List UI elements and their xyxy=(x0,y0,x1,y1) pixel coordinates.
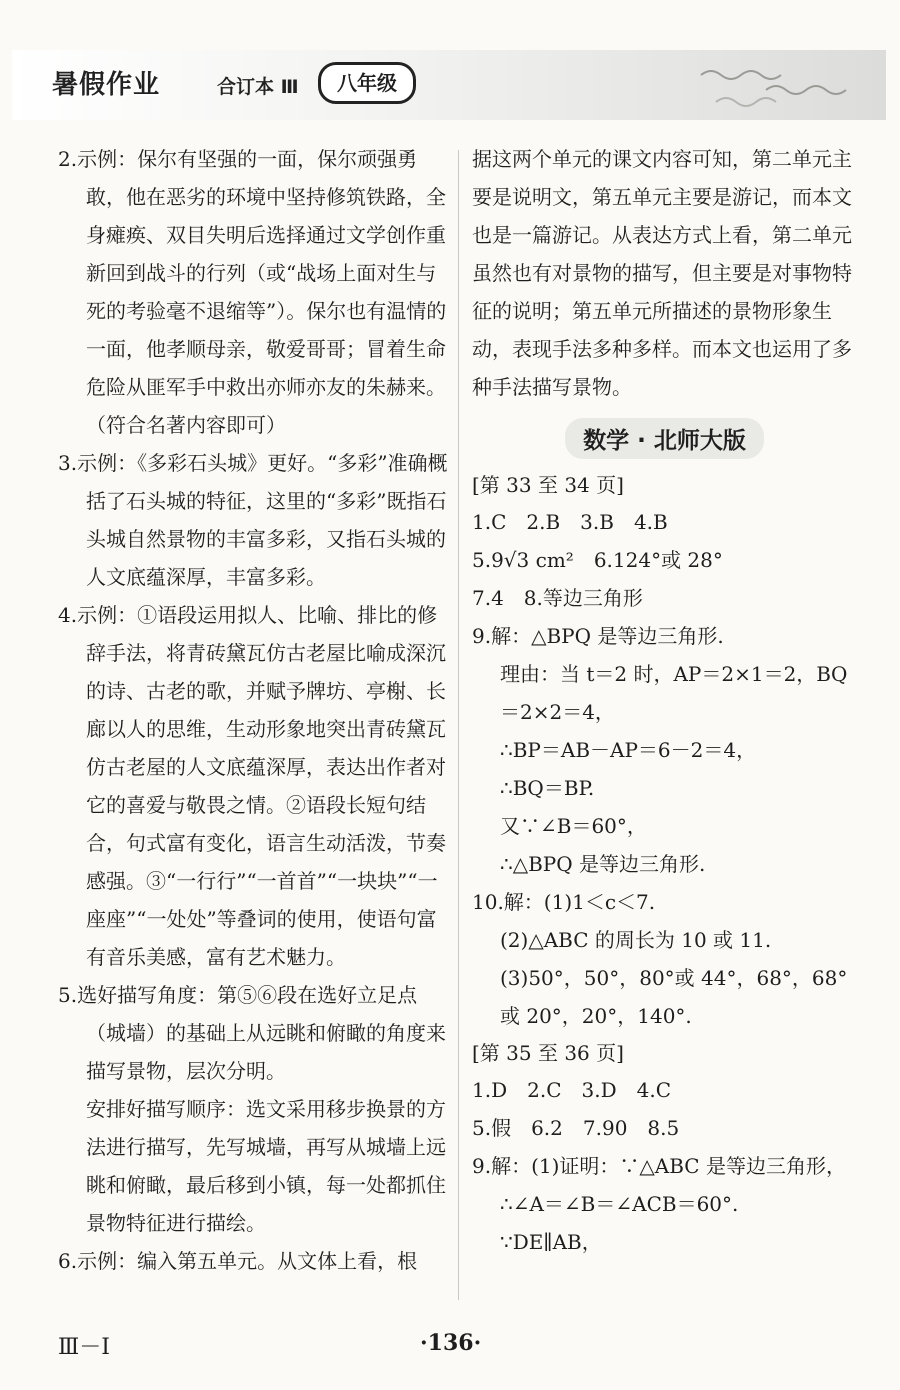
volume-code: Ⅲ－Ⅰ xyxy=(58,1335,110,1360)
answer-6-continued: 据这两个单元的课文内容可知，第二单元主要是说明文，第五单元主要是游记，而本文也是一篇游记。从表达方式上看，第二单元虽然也有对景物的描写，但主要是对事物特征的说明；第五单元所描述的景物形象生动，表现手法多种多样。而本文也运用了多种手法描写景物。 xyxy=(472,147,852,399)
math-answer-line: 10.解：(1)1＜c＜7. xyxy=(472,890,656,914)
page-number: ·136· xyxy=(420,1330,482,1356)
page-range-label: [第 35 至 36 页] xyxy=(472,1041,624,1065)
math-answer-line: 9.解：(1)证明：∵△ABC 是等边三角形， xyxy=(472,1154,846,1178)
math-answer-line: ∴BQ＝BP. xyxy=(500,776,595,800)
math-answer-line: 又∵∠B＝60°， xyxy=(500,814,647,838)
math-answer-line: ∵DE∥AB， xyxy=(500,1230,602,1254)
math-answer-line: 1.D 2.C 3.D 4.C xyxy=(472,1078,672,1102)
math-answer-line: ∴BP＝AB－AP＝6－2＝4， xyxy=(500,738,757,762)
answer-3: 3.示例：《多彩石头城》更好。“多彩”准确概括了石头城的特征，这里的“多彩”既指石头城自然景物的丰富多彩，又指石头城的人文底蕴深厚，丰富多彩。 xyxy=(58,451,448,589)
right-column xyxy=(472,140,857,1261)
answer-2: 2.示例：保尔有坚强的一面，保尔顽强勇敢，他在恶劣的环境中坚持修筑铁路，全身瘫痪、双目失明后选择通过文学创作重新回到战斗的行列（或“战场上面对生与死的考验毫不退缩等”）。保尔也有温情的一面，他孝顺母亲，敬爱哥哥；冒着生命危险从匪军手中救出亦师亦友的朱赫来。（符合名著内容即可） xyxy=(58,147,447,437)
math-answer-line: ∴∠A＝∠B＝∠ACB＝60°. xyxy=(500,1192,739,1216)
answer-4: 4.示例：①语段运用拟人、比喻、排比的修辞手法，将青砖黛瓦仿古老屋比喻成深沉的诗、古老的歌，并赋予牌坊、亭榭、长廊以人的思维，生动形象地突出青砖黛瓦仿古老屋的人文底蕴深厚，表达出作者对它的喜爱与敬畏之情。②语段长短句结合，句式富有变化，语言生动活泼，节奏感强。③“一行行”“一首首”“一块块”“一座座”“一处处”等叠词的使用，使语句富有音乐美感，富有艺术魅力。 xyxy=(58,603,446,969)
wave-decoration-icon xyxy=(696,60,866,110)
math-answer-line: 5.假 6.2 7.90 8.5 xyxy=(472,1116,680,1140)
math-answer-line: 理由：当 t＝2 时，AP＝2×1＝2，BQ＝2×2＝4， xyxy=(500,662,848,724)
section-heading xyxy=(472,418,857,459)
left-column xyxy=(58,140,448,1280)
grade-badge: 八年级 xyxy=(318,62,416,104)
math-answer-line: 1.C 2.B 3.B 4.B xyxy=(472,510,668,534)
section-title: 数学 · 北师大版 xyxy=(565,418,764,459)
math-answer-line: (2)△ABC 的周长为 10 或 11. xyxy=(500,928,772,952)
math-answer-line: 7.4 8.等边三角形 xyxy=(472,586,643,610)
series-title: 暑假作业 xyxy=(52,70,161,100)
answer-5: 5.选好描写角度：第⑤⑥段在选好立足点（城墙）的基础上从远眺和俯瞰的角度来描写景物，层次分明。 xyxy=(58,983,446,1083)
math-answer-line: 5.9√3 cm² 6.124°或 28° xyxy=(472,548,723,572)
answer-5-continued: 安排好描写顺序：选文采用移步换景的方法进行描写，先写城墙，再写从城墙上远眺和俯瞰，最后移到小镇，每一处都抓住景物特征进行描绘。 xyxy=(86,1097,446,1235)
page-range-label: [第 33 至 34 页] xyxy=(472,473,624,497)
math-answer-line: ∴△BPQ 是等边三角形. xyxy=(500,852,706,876)
volume-label: 合订本 Ⅲ xyxy=(217,76,299,98)
column-divider xyxy=(458,150,459,1300)
answer-6: 6.示例：编入第五单元。从文体上看，根 xyxy=(58,1249,418,1273)
math-answer-line: 9.解：△BPQ 是等边三角形. xyxy=(472,624,724,648)
math-answer-line: (3)50°，50°，80°或 44°，68°，68°或 20°，20°，140°. xyxy=(500,966,848,1028)
page-header xyxy=(12,50,886,120)
